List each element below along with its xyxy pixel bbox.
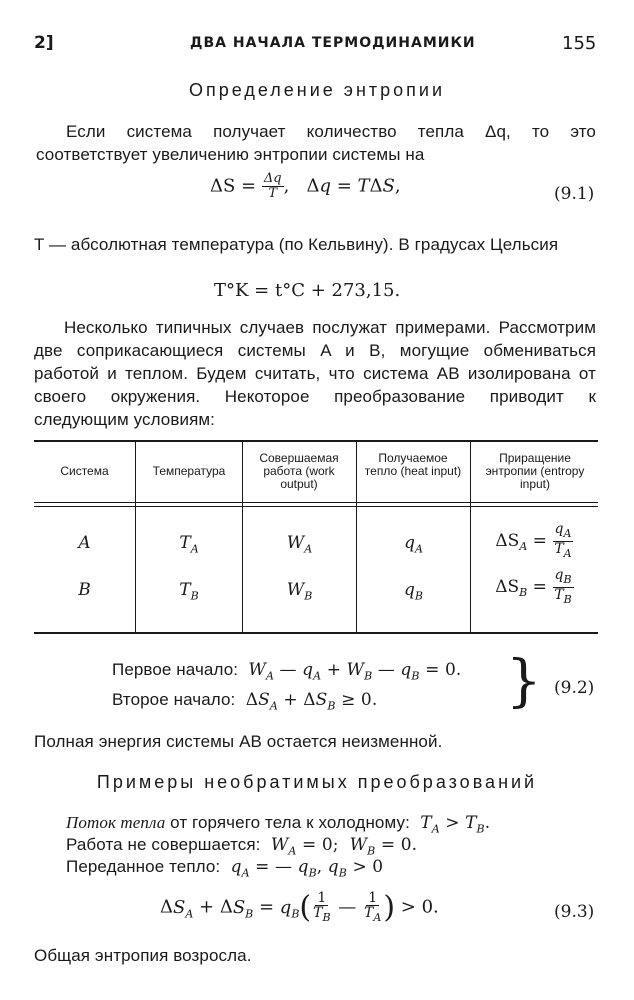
section-number: 2] bbox=[34, 33, 54, 53]
col-header-system: Система bbox=[60, 464, 109, 478]
section-heading-entropy: Определение энтропии bbox=[188, 80, 446, 100]
row-b-temperature: $T_B$ bbox=[179, 580, 199, 603]
energy-conservation-sentence: Полная энергия системы AB остается неизменной. bbox=[34, 732, 443, 751]
row-b-heat: $q_B$ bbox=[404, 580, 423, 603]
heat-flow-term: Поток тепла bbox=[66, 813, 166, 832]
table-bottom-rule bbox=[34, 632, 598, 634]
col-header-heat: Получаемое тепло (heat input) bbox=[364, 451, 462, 478]
heat-flow-line: Поток тепла от горячего тела к холодному: $T_A > T_B$. bbox=[66, 813, 491, 836]
row-a-work: $W_A$ bbox=[286, 533, 313, 556]
right-brace: } bbox=[506, 649, 542, 714]
row-a-temperature: $T_A$ bbox=[179, 533, 199, 556]
section-heading-irreversible: Примеры необратимых преобразований bbox=[96, 772, 538, 792]
equation-9-1: ΔS = $\frac{\Delta q}{T}$ , Δq = TΔS, bbox=[210, 171, 401, 201]
intro-paragraph: Если система получает количество тепла Δq, то это соответствует увеличению энтропии системы на bbox=[36, 122, 596, 164]
equation-number-9-2: (9.2) bbox=[554, 678, 595, 698]
examples-paragraph: Несколько типичных случаев послужат примерами. Рассмотрим две соприкасающиеся системы A и B, могущие обмениваться работой и теплом. Будем считать, что система AB изолирована от своего окружения. Некоторое преобразование приводит к следующим условиям: bbox=[34, 318, 596, 429]
row-b-entropy: $\Delta S_B$ = $\frac{q_B}{T_B}$ bbox=[495, 567, 572, 606]
second-law-label: Второе начало: bbox=[112, 690, 236, 709]
table-top-rule bbox=[34, 440, 598, 442]
conclusion-sentence: Общая энтропия возросла. bbox=[34, 946, 252, 965]
kelvin-celsius-equation: T°K = t°C + 273,15. bbox=[214, 280, 401, 301]
equation-9-3: $\Delta S_A + \Delta S_B = q_B$( $\frac{1}{T_B}$ — $\frac{1}{T_A}$ ) > 0. bbox=[160, 889, 439, 925]
heat-flow-text: от горячего тела к холодному: bbox=[170, 813, 410, 832]
row-b-system: B bbox=[78, 580, 91, 600]
row-a-heat: $q_A$ bbox=[404, 533, 423, 556]
table-header-rule-2 bbox=[34, 506, 598, 507]
page-number: 155 bbox=[562, 33, 597, 54]
no-work-text: Работа не совершается: bbox=[66, 835, 261, 854]
col-header-temperature: Температура bbox=[152, 464, 226, 478]
col-header-work: Совершаемая работа (work output) bbox=[259, 451, 339, 491]
row-a-system: A bbox=[78, 533, 91, 553]
transferred-heat-line: Переданное тепло: $q_A$ = — $q_B$, $q_B > 0$ bbox=[66, 857, 384, 880]
first-law-line: Первое начало: $W_A$ — $q_A + W_B$ — $q_B = 0$. bbox=[112, 660, 462, 683]
col-header-entropy: Приращение энтропии (entropy input) bbox=[485, 451, 585, 491]
row-a-entropy: $\Delta S_A$ = $\frac{q_A}{T_A}$ bbox=[495, 521, 572, 560]
fraction-dq-over-t: $\frac{\Delta q}{T}$ bbox=[263, 171, 282, 201]
row-b-work: $W_B$ bbox=[286, 580, 313, 603]
first-law-label: Первое начало: bbox=[112, 660, 239, 679]
temperature-definition: T — абсолютная температура (по Кельвину). В градусах Цельсия bbox=[34, 235, 559, 254]
equation-number-9-1: (9.1) bbox=[554, 184, 595, 204]
second-law-line: Второе начало: $\Delta S_A + \Delta S_B \ge 0$. bbox=[112, 690, 378, 713]
no-work-line: Работа не совершается: $W_A = 0$; $W_B = 0$. bbox=[66, 835, 418, 858]
equation-number-9-3: (9.3) bbox=[554, 902, 595, 922]
running-title: ДВА НАЧАЛА ТЕРМОДИНАМИКИ bbox=[190, 35, 476, 51]
table-header-rule-1 bbox=[34, 502, 598, 503]
transferred-heat-text: Переданное тепло: bbox=[66, 857, 221, 876]
